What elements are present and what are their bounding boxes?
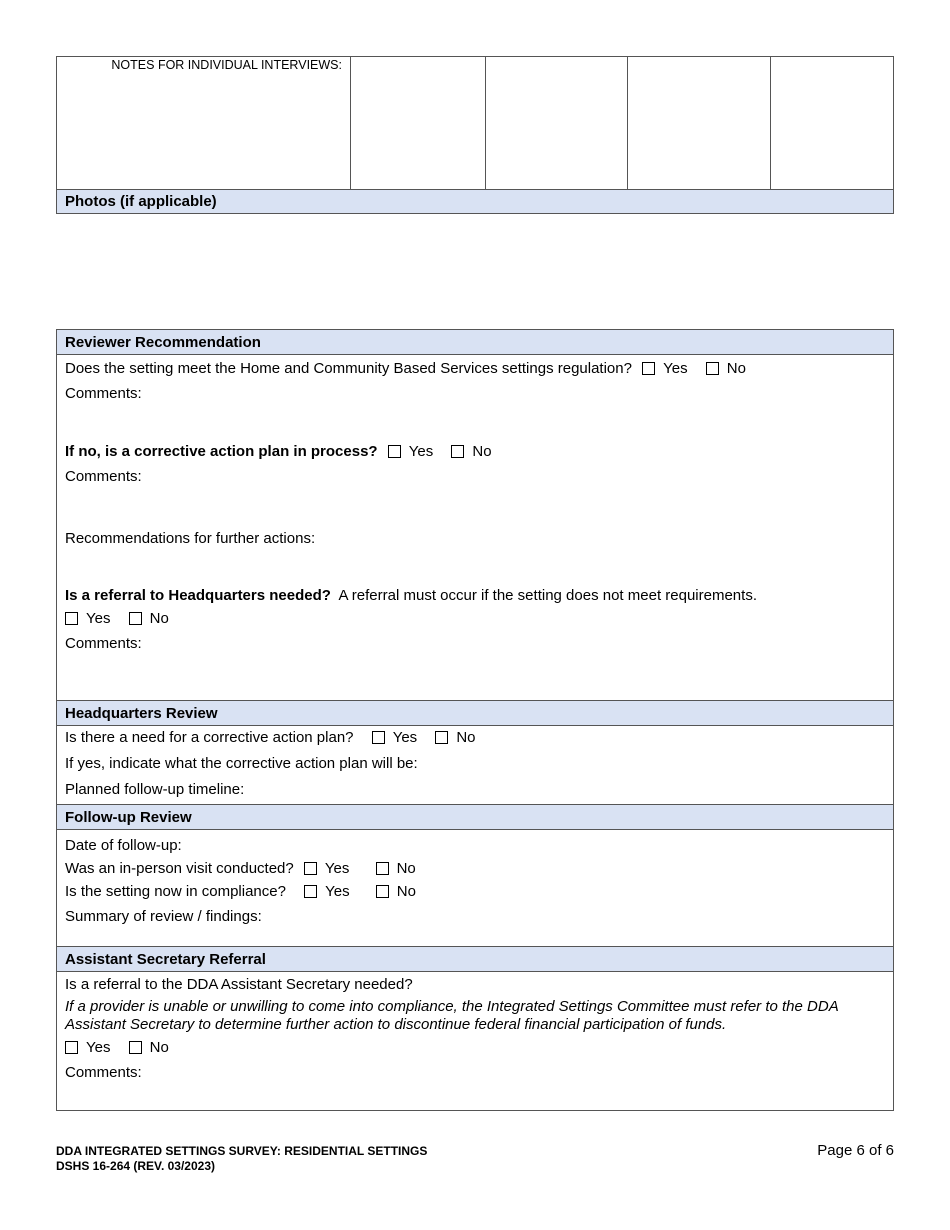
- no-label: No: [396, 860, 416, 877]
- yes-label: Yes: [86, 1039, 111, 1056]
- yes-label: Yes: [408, 443, 434, 460]
- yes-label: Yes: [325, 883, 350, 900]
- asst-q1: Is a referral to the DDA Assistant Secretary needed?: [65, 976, 413, 993]
- notes-cell-4[interactable]: [771, 57, 894, 190]
- checkbox-icon[interactable]: [451, 445, 464, 458]
- footer-title: DDA INTEGRATED SETTINGS SURVEY: RESIDENTIAL SETTINGS: [56, 1144, 428, 1158]
- notes-cell-3[interactable]: [628, 57, 771, 190]
- reviewer-q3-row: [65, 587, 757, 604]
- no-label: No: [472, 443, 492, 460]
- no-label: No: [456, 729, 476, 746]
- reviewer-q3-yes[interactable]: [65, 610, 110, 627]
- notes-cell-1[interactable]: [351, 57, 486, 190]
- checkbox-icon[interactable]: [304, 862, 317, 875]
- reviewer-comments2: Comments:: [65, 468, 142, 485]
- reviewer-recommendations: Recommendations for further actions:: [65, 530, 316, 547]
- yes-label: Yes: [324, 860, 350, 877]
- no-label: No: [149, 610, 169, 627]
- no-label: No: [726, 360, 746, 377]
- hq-q1-row: [65, 729, 476, 746]
- hq-q1-yes[interactable]: [372, 729, 417, 746]
- yes-label: Yes: [392, 729, 418, 746]
- reviewer-q1-text: Does the setting meet the Home and Community Based Services settings regulation?: [65, 360, 632, 377]
- reviewer-q1-no[interactable]: [706, 360, 746, 377]
- checkbox-icon[interactable]: [388, 445, 401, 458]
- checkbox-icon[interactable]: [65, 612, 78, 625]
- checkbox-icon[interactable]: [376, 862, 389, 875]
- hq-header: [57, 700, 893, 726]
- reviewer-q3-bold: Is a referral to Headquarters needed?: [65, 587, 331, 604]
- followup-q2-row: [65, 883, 416, 900]
- reviewer-q3-rest: A referral must occur if the setting does not meet requirements.: [338, 587, 757, 604]
- hq-header-label: Headquarters Review: [65, 705, 218, 722]
- no-label: No: [149, 1039, 169, 1056]
- reviewer-comments3: Comments:: [65, 635, 142, 652]
- followup-q1-no[interactable]: [376, 860, 416, 877]
- no-label: No: [396, 883, 416, 900]
- footer-form-number: DSHS 16-264 (REV. 03/2023): [56, 1159, 215, 1173]
- checkbox-icon[interactable]: [129, 1041, 142, 1054]
- followup-q2-text: Is the setting now in compliance?: [65, 883, 286, 900]
- hq-q1-text: Is there a need for a corrective action plan?: [65, 729, 354, 746]
- notes-label: NOTES FOR INDIVIDUAL INTERVIEWS:: [111, 58, 342, 72]
- asst-no[interactable]: [129, 1039, 169, 1056]
- followup-header: [57, 804, 893, 830]
- reviewer-q2-text: If no, is a corrective action plan in process?: [65, 443, 378, 460]
- hq-timeline-line: Planned follow-up timeline:: [65, 781, 245, 798]
- followup-q1-yes[interactable]: [304, 860, 349, 877]
- review-box: [56, 329, 894, 1111]
- notes-label-cell: [57, 57, 351, 190]
- checkbox-icon[interactable]: [435, 731, 448, 744]
- yes-label: Yes: [86, 610, 111, 627]
- checkbox-icon[interactable]: [376, 885, 389, 898]
- checkbox-icon[interactable]: [304, 885, 317, 898]
- notes-cell-2[interactable]: [486, 57, 628, 190]
- asst-header-label: Assistant Secretary Referral: [65, 951, 266, 968]
- asst-comments: Comments:: [65, 1064, 142, 1081]
- reviewer-q1-row: [65, 360, 746, 377]
- checkbox-icon[interactable]: [706, 362, 719, 375]
- reviewer-q1-yes[interactable]: [642, 360, 687, 377]
- followup-date: Date of follow-up:: [65, 837, 182, 854]
- followup-header-label: Follow-up Review: [65, 809, 192, 826]
- checkbox-icon[interactable]: [65, 1041, 78, 1054]
- followup-q1-row: [65, 860, 416, 877]
- reviewer-header: [57, 330, 893, 355]
- followup-summary: Summary of review / findings:: [65, 908, 262, 925]
- followup-q2-no[interactable]: [376, 883, 416, 900]
- hq-q1-no[interactable]: [435, 729, 475, 746]
- reviewer-q3-options: [65, 610, 169, 627]
- followup-q1-text: Was an in-person visit conducted?: [65, 860, 294, 877]
- checkbox-icon[interactable]: [642, 362, 655, 375]
- hq-plan-line: If yes, indicate what the corrective action plan will be:: [65, 755, 418, 772]
- reviewer-q2-row: [65, 443, 492, 460]
- photos-header-label: Photos (if applicable): [65, 193, 217, 210]
- checkbox-icon[interactable]: [129, 612, 142, 625]
- yes-label: Yes: [663, 360, 688, 377]
- reviewer-q2-no[interactable]: [451, 443, 491, 460]
- checkbox-icon[interactable]: [372, 731, 385, 744]
- reviewer-q3-no[interactable]: [129, 610, 169, 627]
- page-number: Page 6 of 6: [817, 1142, 894, 1159]
- photos-header: [57, 190, 894, 214]
- notes-table: [56, 56, 894, 214]
- asst-italic-note: If a provider is unable or unwilling to come into compliance, the Integrated Settings Committee must refer to the DDA Assistant Secretary to determine further action to discontinue federal financial participation of funds.: [65, 998, 839, 1033]
- asst-yes[interactable]: [65, 1039, 110, 1056]
- followup-q2-yes[interactable]: [304, 883, 349, 900]
- reviewer-q2-yes[interactable]: [388, 443, 433, 460]
- reviewer-comments1: Comments:: [65, 385, 142, 402]
- asst-header: [57, 946, 893, 972]
- asst-options: [65, 1039, 169, 1056]
- reviewer-header-label: Reviewer Recommendation: [65, 334, 261, 351]
